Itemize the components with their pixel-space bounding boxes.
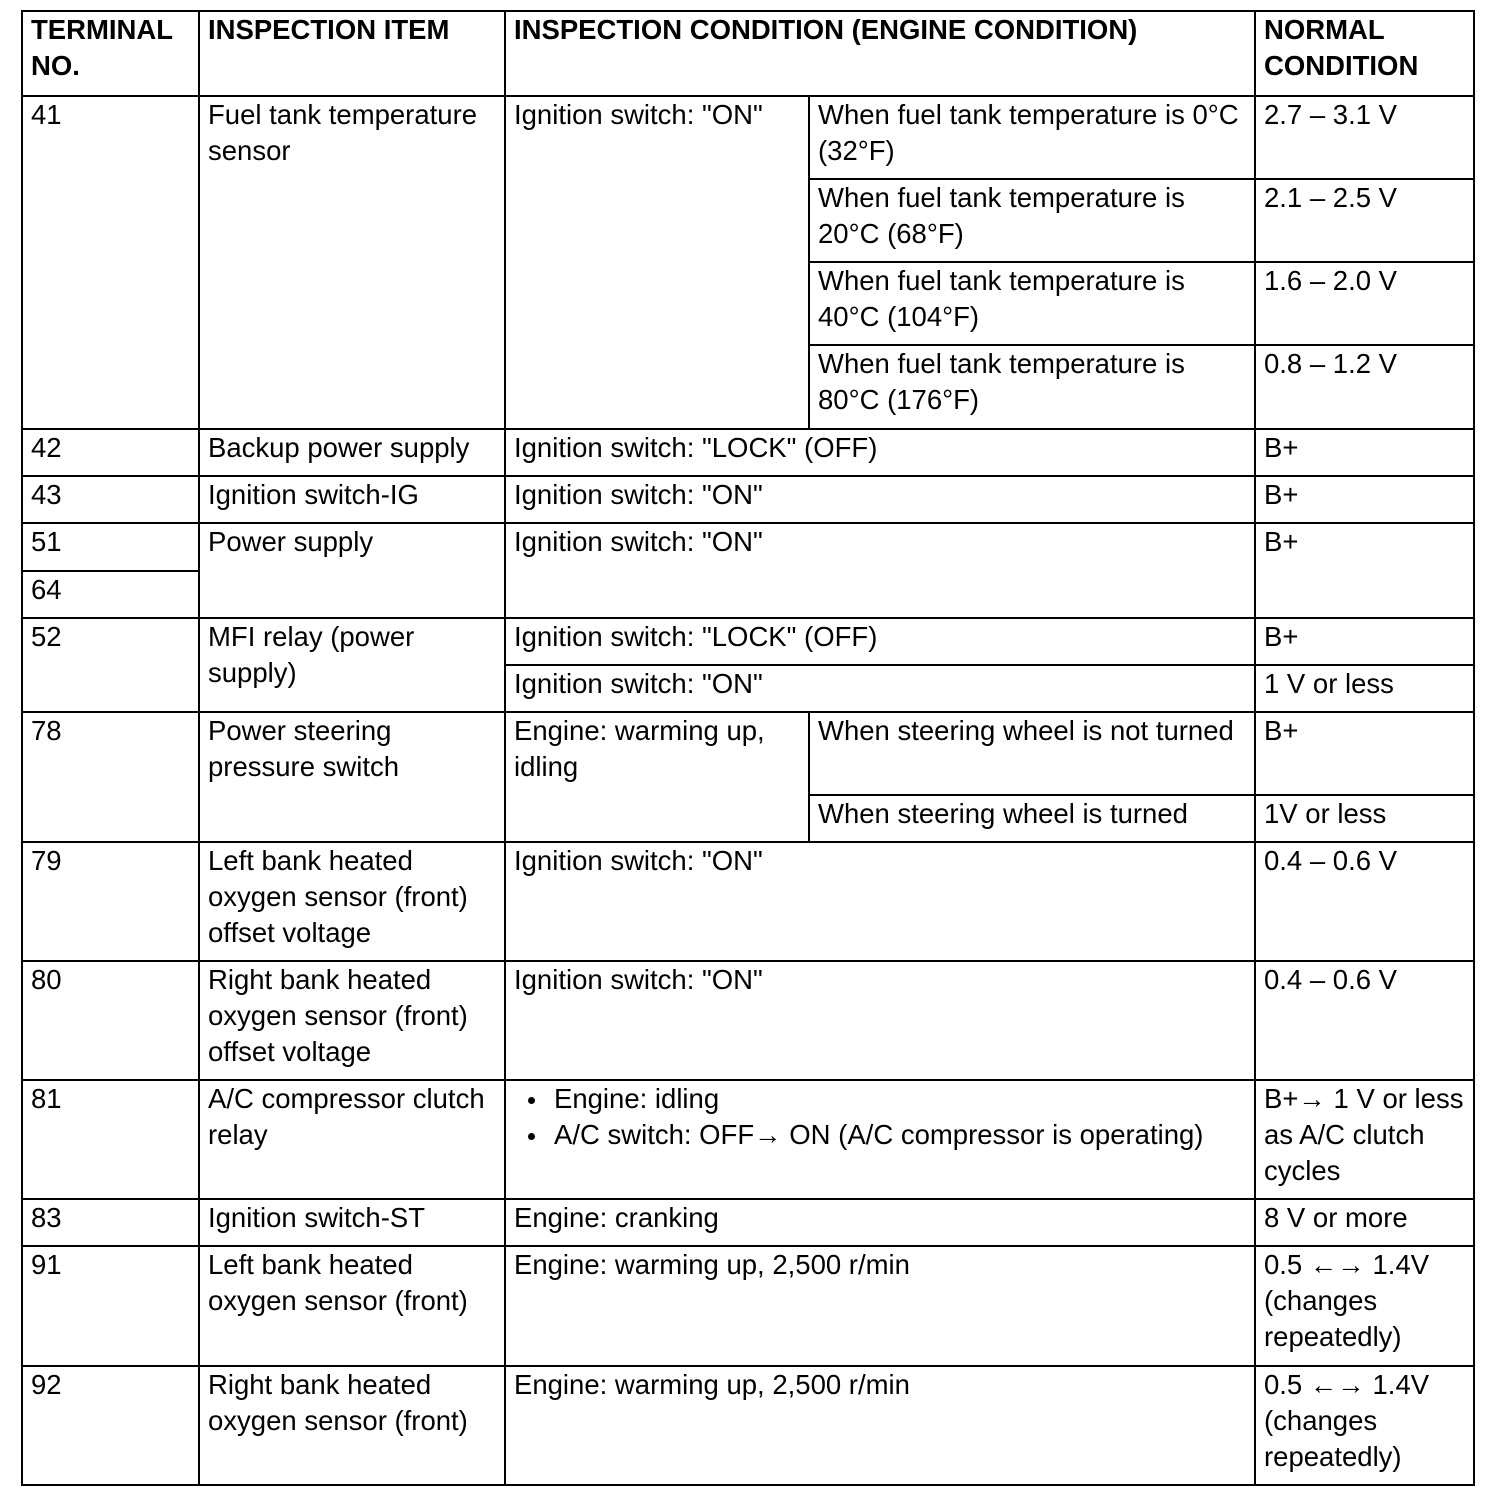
inspection-item-cell: Power steering pressure switch (199, 712, 505, 842)
terminal-cell: 42 (22, 429, 199, 476)
normal-condition-cell: 1V or less (1255, 795, 1474, 842)
terminal-cell: 83 (22, 1199, 199, 1246)
condition-cell: Ignition switch: "LOCK" (OFF) (505, 429, 1255, 476)
condition-cell: Ignition switch: "ON" (505, 96, 809, 429)
table-row (22, 523, 1474, 571)
condition-cell: Ignition switch: "ON" (505, 842, 1255, 961)
inspection-item-cell: Left bank heated oxygen sensor (front) (199, 1246, 505, 1366)
inspection-item-cell: Power supply (199, 523, 505, 618)
terminal-cell: 43 (22, 476, 199, 523)
table-row (22, 96, 1474, 179)
normal-condition-cell: B+ (1255, 429, 1474, 476)
condition-cell: Engine: warming up, 2,500 r/min (505, 1246, 1255, 1366)
terminal-cell: 80 (22, 961, 199, 1080)
header-row (22, 11, 1474, 96)
condition-cell: Ignition switch: "LOCK" (OFF) (505, 618, 1255, 665)
table-row (22, 1366, 1474, 1485)
terminal-cell: 78 (22, 712, 199, 842)
table-row (22, 712, 1474, 795)
condition-cell: Ignition switch: "ON" (505, 665, 1255, 712)
normal-condition-cell: B+ (1255, 476, 1474, 523)
condition-bullet-list (514, 1081, 1248, 1153)
table-row (22, 618, 1474, 665)
condition-cell: Engine: warming up, 2,500 r/min (505, 1366, 1255, 1485)
table-row (22, 1199, 1474, 1246)
normal-condition-cell: B+→ 1 V or less as A/C clutch cycles (1255, 1080, 1474, 1199)
header-normal-condition: NORMAL CONDITION (1255, 11, 1474, 96)
normal-condition-cell: 0.4 – 0.6 V (1255, 842, 1474, 961)
table-row (22, 429, 1474, 476)
inspection-item-cell: Backup power supply (199, 429, 505, 476)
normal-condition-cell: 2.1 – 2.5 V (1255, 179, 1474, 262)
normal-condition-cell: 0.5 ←→ 1.4V (changes repeatedly) (1255, 1246, 1474, 1366)
inspection-table (21, 10, 1475, 1486)
sub-condition-cell: When steering wheel is not turned (809, 712, 1255, 795)
normal-condition-cell: B+ (1255, 523, 1474, 618)
normal-condition-cell: 1.6 – 2.0 V (1255, 262, 1474, 345)
inspection-item-cell: Right bank heated oxygen sensor (front) (199, 1366, 505, 1485)
condition-bullet-item: A/C switch: OFF→ ON (A/C compressor is operating) (514, 1117, 1248, 1153)
terminal-cell: 64 (22, 571, 199, 618)
header-inspection-item: INSPECTION ITEM (199, 11, 505, 96)
terminal-cell: 52 (22, 618, 199, 712)
sub-condition-cell: When fuel tank temperature is 20°C (68°F) (809, 179, 1255, 262)
terminal-cell: 92 (22, 1366, 199, 1485)
table-row (22, 842, 1474, 961)
terminal-cell: 41 (22, 96, 199, 429)
table-row (22, 1080, 1474, 1199)
header-terminal-no: TERMINAL NO. (22, 11, 199, 96)
terminal-cell: 91 (22, 1246, 199, 1366)
sub-condition-cell: When fuel tank temperature is 0°C (32°F) (809, 96, 1255, 179)
sub-condition-cell: When steering wheel is turned (809, 795, 1255, 842)
table-row (22, 1246, 1474, 1366)
condition-cell: Engine: cranking (505, 1199, 1255, 1246)
inspection-item-cell: Fuel tank temperature sensor (199, 96, 505, 429)
sub-condition-cell: When fuel tank temperature is 40°C (104°F) (809, 262, 1255, 345)
table-row (22, 476, 1474, 523)
condition-cell: Ignition switch: "ON" (505, 476, 1255, 523)
terminal-cell: 79 (22, 842, 199, 961)
terminal-cell: 81 (22, 1080, 199, 1199)
normal-condition-cell: 0.8 – 1.2 V (1255, 345, 1474, 429)
normal-condition-cell: 8 V or more (1255, 1199, 1474, 1246)
inspection-item-cell: A/C compressor clutch relay (199, 1080, 505, 1199)
table-row (22, 961, 1474, 1080)
inspection-item-cell: Right bank heated oxygen sensor (front) offset voltage (199, 961, 505, 1080)
normal-condition-cell: 0.4 – 0.6 V (1255, 961, 1474, 1080)
normal-condition-cell: B+ (1255, 712, 1474, 795)
normal-condition-cell: 2.7 – 3.1 V (1255, 96, 1474, 179)
normal-condition-cell: 0.5 ←→ 1.4V (changes repeatedly) (1255, 1366, 1474, 1485)
inspection-item-cell: Ignition switch-ST (199, 1199, 505, 1246)
terminal-cell: 51 (22, 523, 199, 571)
condition-cell (505, 1080, 1255, 1199)
sub-condition-cell: When fuel tank temperature is 80°C (176°F) (809, 345, 1255, 429)
condition-cell: Ignition switch: "ON" (505, 961, 1255, 1080)
normal-condition-cell: B+ (1255, 618, 1474, 665)
inspection-item-cell: MFI relay (power supply) (199, 618, 505, 712)
condition-cell: Ignition switch: "ON" (505, 523, 1255, 618)
inspection-item-cell: Left bank heated oxygen sensor (front) offset voltage (199, 842, 505, 961)
header-inspection-condition: INSPECTION CONDITION (ENGINE CONDITION) (505, 11, 1255, 96)
inspection-item-cell: Ignition switch-IG (199, 476, 505, 523)
condition-cell: Engine: warming up, idling (505, 712, 809, 842)
normal-condition-cell: 1 V or less (1255, 665, 1474, 712)
condition-bullet-item: Engine: idling (514, 1081, 1248, 1117)
